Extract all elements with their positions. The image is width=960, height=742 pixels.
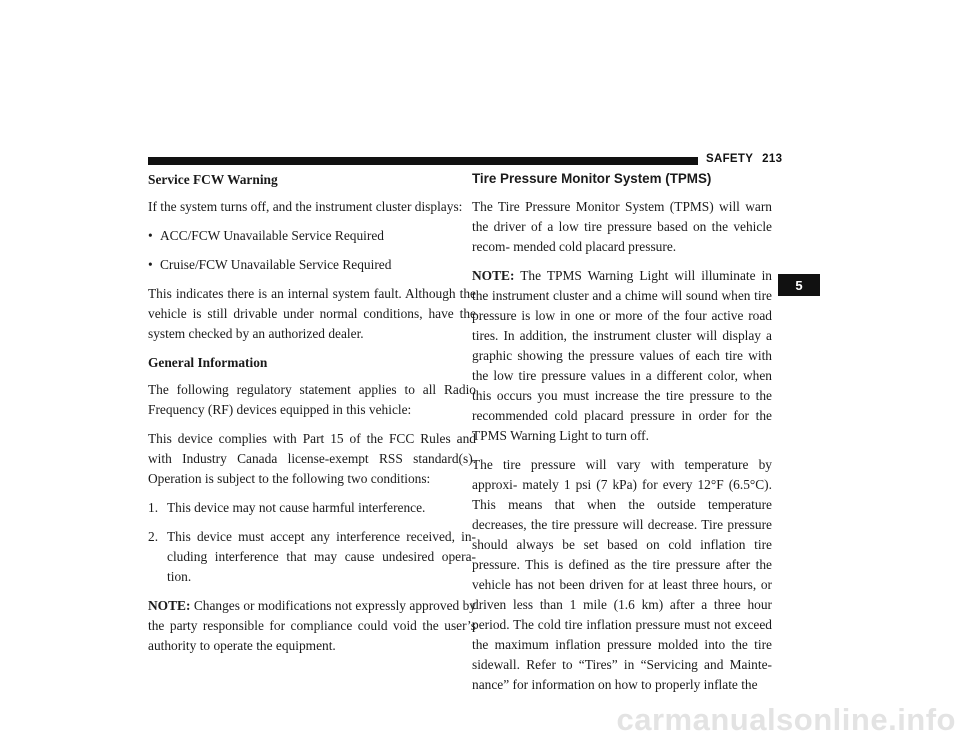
bullet-icon: •: [148, 257, 153, 272]
list-text: This device must accept any interference received, in- cluding interference that may cause undesired opera- tion.: [167, 529, 476, 584]
note-label: NOTE:: [148, 598, 191, 613]
list-item: [148, 255, 476, 275]
running-head: [706, 153, 782, 165]
note-text: The TPMS Warning Light will illuminate in the instrument cluster and a chime will sound when tire pressure is low in one or more of the four active road tires. In addition, the instrument cluster will display a graphic showing the pressure values of each tire with the low tire pressure values in a different color, when this occurs you must increase the tire pressure to the recommended cold placard pressure in order for the TPMS Warning Light to turn off.: [472, 268, 773, 443]
bullet-icon: •: [148, 228, 153, 243]
general-information-heading: General Information: [148, 355, 268, 370]
tpms-heading: Tire Pressure Monitor System (TPMS): [472, 171, 712, 186]
left-column: [148, 170, 476, 665]
tpms-temperature-paragraph: The tire pressure will vary with temperature by approxi- mately 1 psi (7 kPa) for every 12°F (6.5°C). This means that when the outside temperature decreases, the tire pressure will decrease. Tire pressure should always be set based on cold inflation tire pressure. This is defined as the tire pressure after the vehicle has not been driven for at least three hours, or driven less than 1 mile (1.6 km) after a three hour period. The cold tire inflation pressure must not exceed the maximum inflation pressure molded into the tire sidewall. Refer to “Tires” in “Servicing and Mainte- nance” for information on how to properly inflate the: [472, 457, 772, 692]
fcc-paragraph: This device complies with Part 15 of the FCC Rules and with Industry Canada license-exempt RSS standard(s). Operation is subject to the following two conditions:: [148, 431, 476, 486]
list-item: [148, 226, 476, 246]
list-number: 2.: [148, 529, 159, 544]
section-title: SAFETY: [706, 153, 754, 165]
intro-paragraph: If the system turns off, and the instrument cluster displays:: [148, 199, 463, 214]
bullet-text: Cruise/FCW Unavailable Service Required: [160, 257, 392, 272]
regulatory-paragraph: The following regulatory statement applies to all Radio Frequency (RF) devices equipped in this vehicle:: [148, 382, 476, 417]
watermark: carmanualsonline.info: [616, 702, 956, 737]
tpms-intro-paragraph: The Tire Pressure Monitor System (TPMS) will warn the driver of a low tire pressure based on the vehicle recom- mended cold placard pressure.: [472, 199, 772, 254]
header-rule: [148, 157, 698, 165]
note-label: NOTE:: [472, 268, 515, 283]
list-item: [148, 498, 476, 518]
note-text: Changes or modifications not expressly approved by the party responsible for compliance could void the user’s authority to operate the equipment.: [148, 598, 476, 653]
list-number: 1.: [148, 500, 159, 515]
note-paragraph: [148, 596, 476, 656]
service-fcw-heading: Service FCW Warning: [148, 172, 278, 187]
fault-paragraph: This indicates there is an internal system fault. Although the vehicle is still drivable under normal conditions, have the system checked by an authorized dealer.: [148, 286, 476, 341]
right-column: [472, 170, 772, 704]
tpms-note-paragraph: [472, 266, 772, 446]
list-item: [148, 527, 476, 587]
bullet-text: ACC/FCW Unavailable Service Required: [160, 228, 384, 243]
page-number: 213: [762, 153, 783, 165]
list-text: This device may not cause harmful interference.: [167, 500, 426, 515]
chapter-tab: 5: [778, 274, 820, 296]
